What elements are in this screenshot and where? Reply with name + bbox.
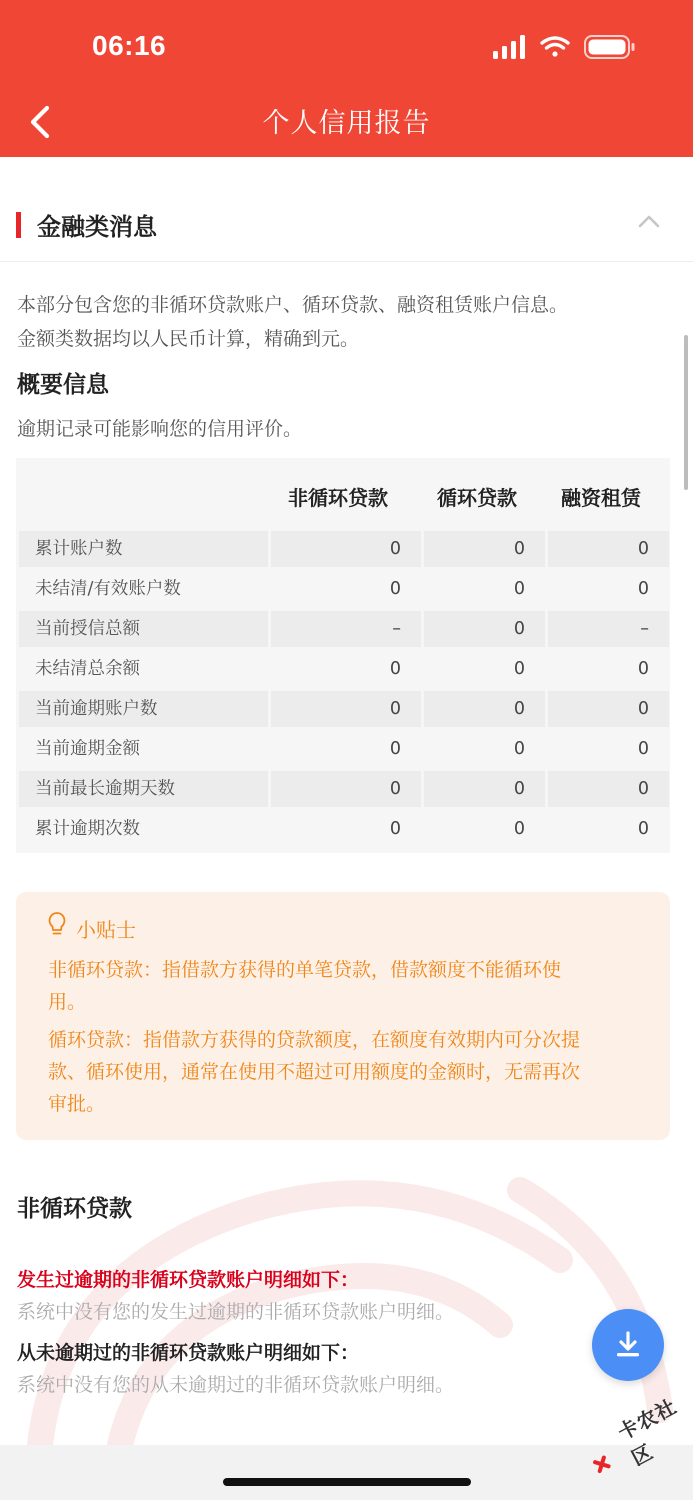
cell-leasing: 0 xyxy=(548,811,669,847)
wifi-icon xyxy=(542,38,568,57)
row-label: 累计逾期次数 xyxy=(19,811,268,847)
tips-title: 小贴士 xyxy=(76,918,136,942)
cell-leasing: 0 xyxy=(548,651,669,687)
table-row xyxy=(19,651,669,687)
section-intro xyxy=(17,288,677,356)
overdue-accounts-desc: 系统中没有您的发生过逾期的非循环贷款账户明细。 xyxy=(17,1301,455,1323)
cell-leasing: 0 xyxy=(548,731,669,767)
row-label: 当前逾期账户数 xyxy=(19,691,268,727)
cell-revolving: 0 xyxy=(424,611,545,647)
cell-revolving: 0 xyxy=(424,811,545,847)
tips-line: 用。 xyxy=(48,991,87,1013)
cell-non-revolving: 0 xyxy=(271,811,421,847)
cell-leasing: – xyxy=(548,611,669,647)
table-row xyxy=(19,611,669,647)
section-accent-bar xyxy=(16,212,21,238)
tips-line: 款、循环使用，通常在使用不超过可用额度的金额时，无需再次 xyxy=(48,1061,581,1083)
row-label: 未结清/有效账户数 xyxy=(19,571,268,607)
summary-table xyxy=(16,458,670,853)
bottom-bar xyxy=(0,1445,693,1500)
cell-non-revolving: 0 xyxy=(271,691,421,727)
status-time: 06:16 xyxy=(92,30,167,61)
cell-leasing: 0 xyxy=(548,571,669,607)
scrollbar[interactable] xyxy=(684,335,688,490)
row-label: 当前最长逾期天数 xyxy=(19,771,268,807)
cell-leasing: 0 xyxy=(548,691,669,727)
table-header xyxy=(16,458,670,530)
table-row xyxy=(19,691,669,727)
table-row xyxy=(19,771,669,807)
cell-non-revolving: – xyxy=(271,611,421,647)
row-label: 当前授信总额 xyxy=(19,611,268,647)
cell-revolving: 0 xyxy=(424,651,545,687)
non-revolving-heading: 非循环贷款 xyxy=(17,1196,132,1222)
cell-revolving: 0 xyxy=(424,691,545,727)
cell-leasing: 0 xyxy=(548,771,669,807)
table-row xyxy=(19,571,669,607)
status-icons xyxy=(493,34,635,60)
cell-revolving: 0 xyxy=(424,731,545,767)
cell-leasing: 0 xyxy=(548,531,669,567)
header-revolving: 循环贷款 xyxy=(437,486,517,510)
cell-revolving: 0 xyxy=(424,771,545,807)
never-overdue-desc: 系统中没有您的从未逾期过的非循环贷款账户明细。 xyxy=(17,1374,455,1396)
tips-box xyxy=(16,892,670,1140)
home-indicator[interactable] xyxy=(223,1478,471,1486)
row-label: 未结清总余额 xyxy=(19,651,268,687)
table-row xyxy=(19,731,669,767)
never-overdue-title: 从未逾期过的非循环贷款账户明细如下： xyxy=(17,1342,360,1364)
page-title: 个人信用报告 xyxy=(262,108,431,139)
summary-desc: 逾期记录可能影响您的信用评价。 xyxy=(17,418,303,440)
summary-title: 概要信息 xyxy=(17,372,109,398)
cell-non-revolving: 0 xyxy=(271,651,421,687)
intro-line-1: 本部分包含您的非循环贷款账户、循环贷款、融资租赁账户信息。 xyxy=(17,294,569,316)
header-non-revolving: 非循环贷款 xyxy=(288,486,388,510)
battery-icon xyxy=(585,36,635,58)
tips-line: 循环贷款：指借款方获得的贷款额度，在额度有效期内可分次提 xyxy=(48,1029,581,1051)
cell-non-revolving: 0 xyxy=(271,771,421,807)
section-title: 金融类消息 xyxy=(37,213,157,241)
download-button[interactable] xyxy=(592,1309,664,1381)
header-leasing: 融资租赁 xyxy=(561,486,641,510)
chevron-up-icon[interactable] xyxy=(637,213,661,229)
cell-revolving: 0 xyxy=(424,531,545,567)
table-row xyxy=(19,811,669,847)
cell-revolving: 0 xyxy=(424,571,545,607)
tips-line: 非循环贷款：指借款方获得的单笔贷款，借款额度不能循环使 xyxy=(48,959,562,981)
app-header xyxy=(0,0,693,157)
tips-line: 审批。 xyxy=(48,1093,106,1115)
cell-non-revolving: 0 xyxy=(271,531,421,567)
intro-line-2: 金额类数据均以人民币计算，精确到元。 xyxy=(17,328,360,350)
lightbulb-icon xyxy=(47,911,67,937)
cell-non-revolving: 0 xyxy=(271,731,421,767)
overdue-accounts-title: 发生过逾期的非循环贷款账户明细如下： xyxy=(17,1269,360,1291)
download-icon xyxy=(612,1329,644,1361)
section-header-financial[interactable] xyxy=(0,185,693,262)
row-label: 当前逾期金额 xyxy=(19,731,268,767)
signal-icon xyxy=(493,35,525,59)
table-row xyxy=(19,531,669,567)
row-label: 累计账户数 xyxy=(19,531,268,567)
community-logo-text: 卡农社区 xyxy=(613,1393,681,1471)
cell-non-revolving: 0 xyxy=(271,571,421,607)
